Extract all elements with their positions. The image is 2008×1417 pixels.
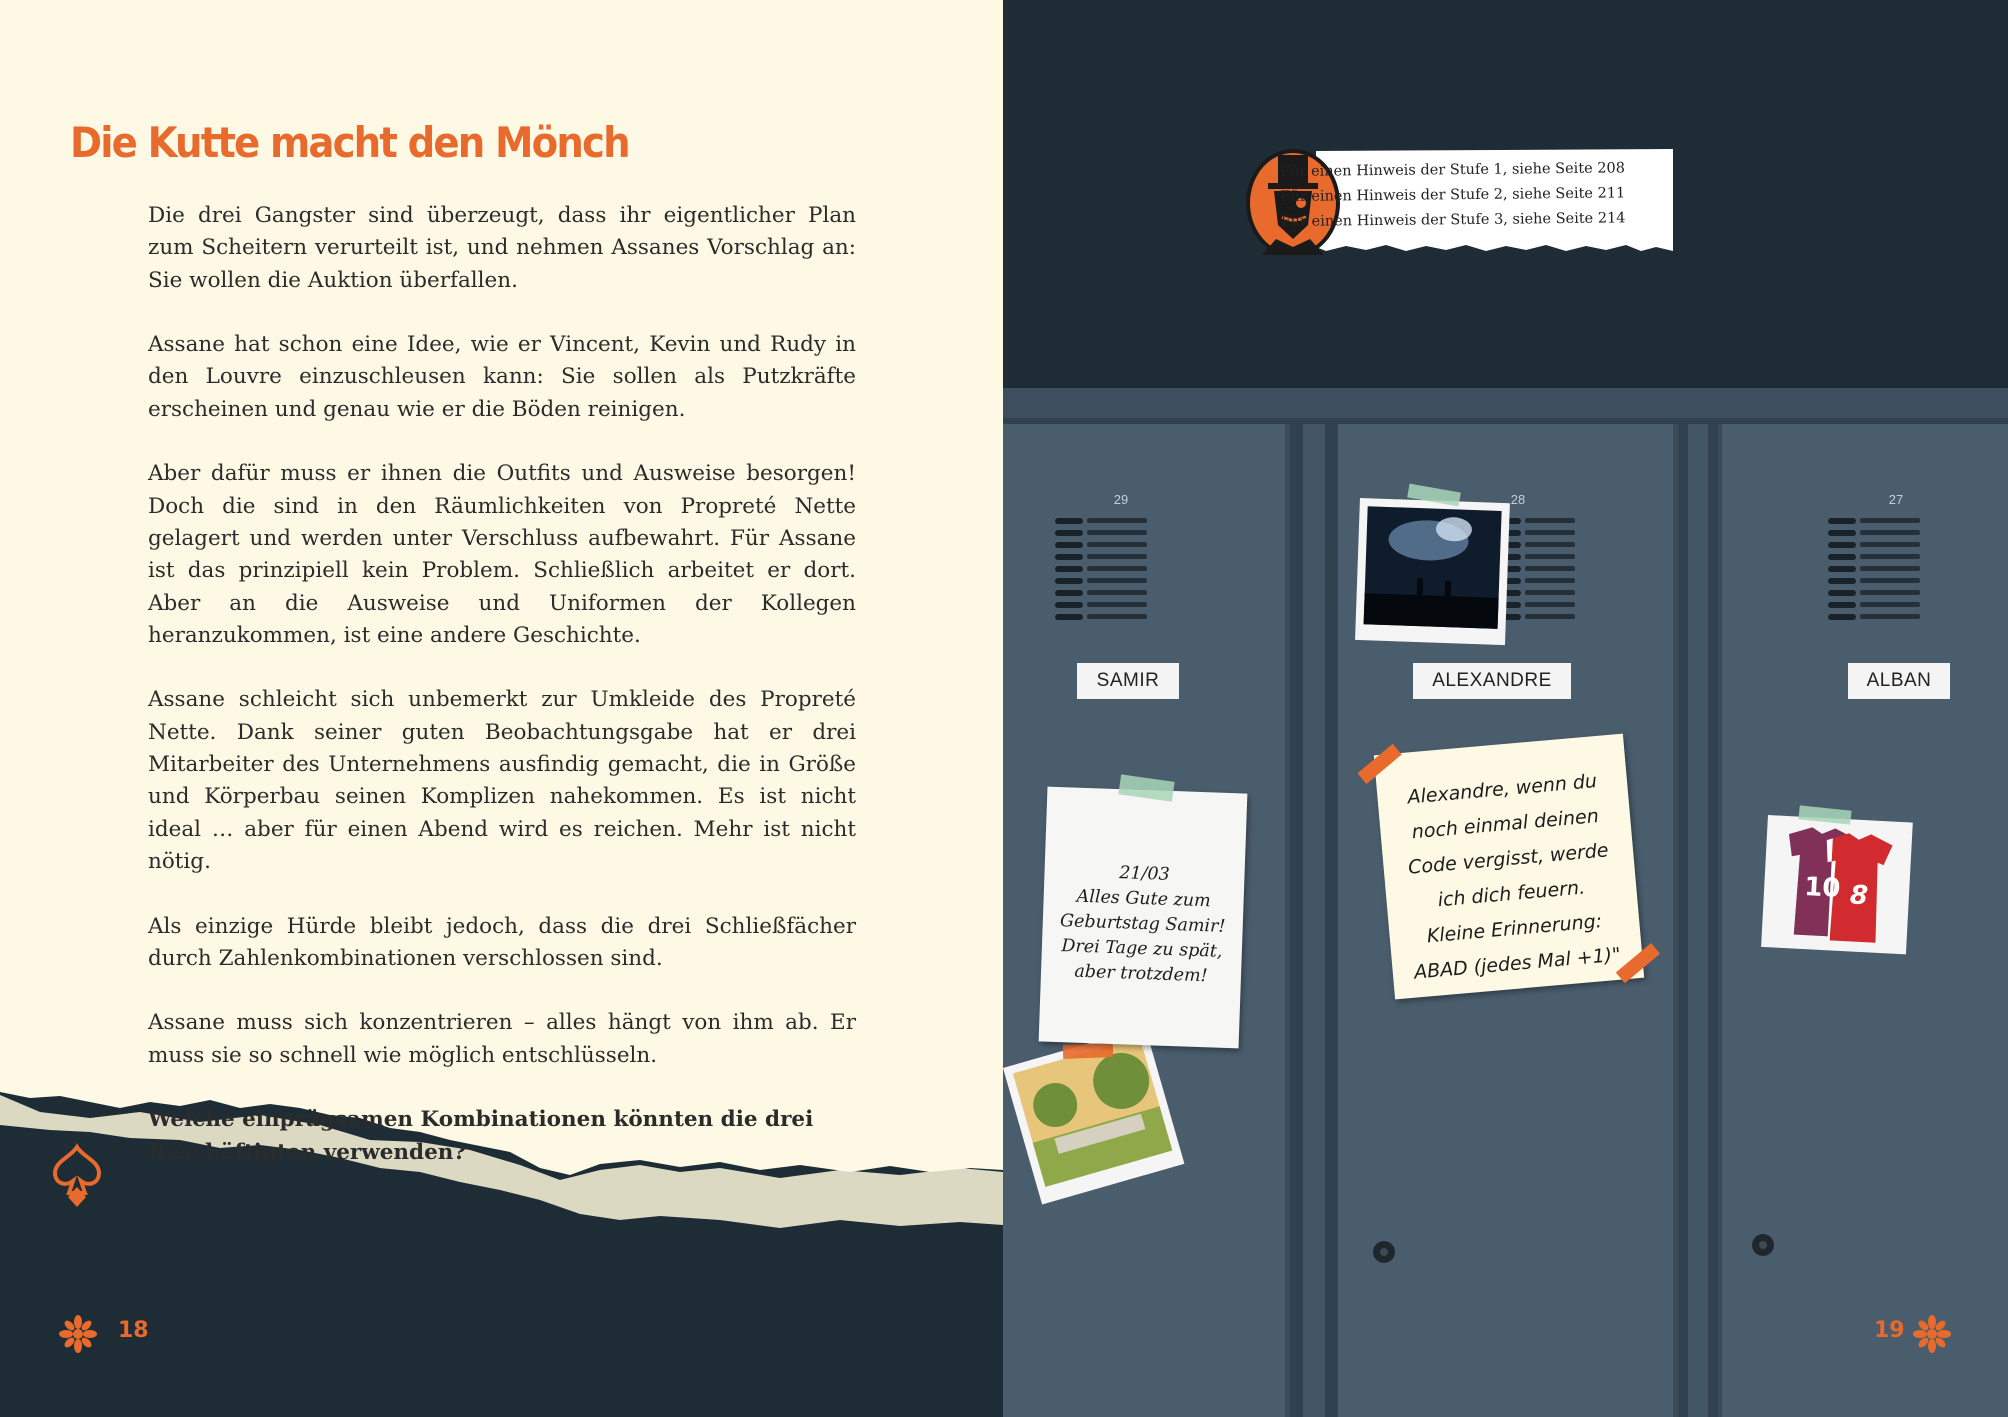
hint-line: Für einen Hinweis der Stufe 3, siehe Seite 214 [1280,210,1626,230]
note-line: Kleine Erinnerung: [1425,910,1603,948]
note-line: Code vergisst, werde [1407,839,1610,879]
note-line: Alles Gute zum [1076,886,1211,912]
nameplate-samir: SAMIR [1077,663,1179,699]
page-number: 18 [118,1318,149,1343]
hint-line: Für einen Hinweis der Stufe 2, siehe Seite 211 [1280,185,1626,205]
note-line: aber trotzdem! [1074,961,1208,987]
spade-ornament-icon [55,1147,99,1207]
vent-29 [1055,518,1147,620]
note-line: noch einmal deinen [1410,805,1600,844]
paragraph: Die drei Gangster sind überzeugt, dass ihr eigentlicher Plan zum Scheitern verurteilt ist, und nehmen Assanes Vorschlag an: Sie wollen die Auktion überfallen. [148,203,856,293]
note-line: Drei Tage zu spät, [1061,936,1223,962]
paragraph: Assane schleicht sich unbemerkt zur Umkleide des Propreté Nette. Dank seiner guten Beobachtungsgabe hat er drei Mitarbeiter des Unternehmens ausfindig gemacht, die in Größe und Körperbau seinen Komplizen nahekommen. Es ist nicht ideal … aber für einen Abend wird es reichen. Mehr ist nicht nötig. [148,687,856,874]
locker-number: 29 [1113,492,1129,507]
paragraph: Assane hat schon eine Idee, wie er Vincent, Kevin und Rudy in den Louvre einzuschleusen kann: Sie sollen als Putzkräfte erscheinen und genau wie er die Böden reinigen. [148,332,856,422]
note-line: ich dich feuern. [1436,876,1586,912]
left-page [0,0,1003,1417]
concert-photo [1355,498,1510,645]
page-number: 19 [1874,1318,1905,1343]
reminder-note [1374,734,1644,1000]
jersey-photo [1761,815,1913,954]
jersey-number-10: 10 [1803,872,1842,904]
body-text [148,200,856,1201]
right-page [1003,0,2008,1417]
paragraph: Assane muss sich konzentrieren – alles hängt von ihm ab. Er muss sie so schnell wie möglich entschlüsseln. [148,1010,856,1068]
locker-number: 28 [1510,492,1526,507]
note-line: Geburtstag Samir! [1059,911,1226,937]
flower-ornament-icon [59,1315,97,1353]
nameplate-alexandre: ALEXANDRE [1413,663,1571,699]
hint-list [1280,156,1626,235]
question: Welche einprägsamen Kombinationen könnten die drei Beschäftigten verwenden? [148,1107,814,1165]
paragraph: Als einzige Hürde bleibt jedoch, dass die drei Schließfächer durch Zahlenkombinationen verschlossen sind. [148,913,856,971]
note-line: Alexandre, wenn du [1406,770,1598,809]
note-line: 21/03 [1118,863,1171,885]
paragraph: Aber dafür muss er ihnen die Outfits und Ausweise besorgen! Doch die sind in den Räumlichkeiten von Propreté Nette gelagert und werden unter Verschluss aufbewahrt. Für Assane ist das prinzipiell kein Problem. Schließlich arbeitet er dort. Aber an die Ausweise und Uniformen der Kollegen heranzukommen, ist eine andere Geschichte. [148,461,856,648]
page-title: Die Kutte macht den Mönch [70,118,629,167]
nameplate-alban: ALBAN [1848,663,1950,699]
note-line: ABAD (jedes Mal +1)" [1413,943,1622,984]
vent-27 [1828,518,1920,620]
hint-line: Für einen Hinweis der Stufe 1, siehe Seite 208 [1280,160,1626,180]
jersey-number-8: 8 [1849,880,1869,912]
locker-number: 27 [1888,492,1904,507]
birthday-note [1039,787,1248,1049]
